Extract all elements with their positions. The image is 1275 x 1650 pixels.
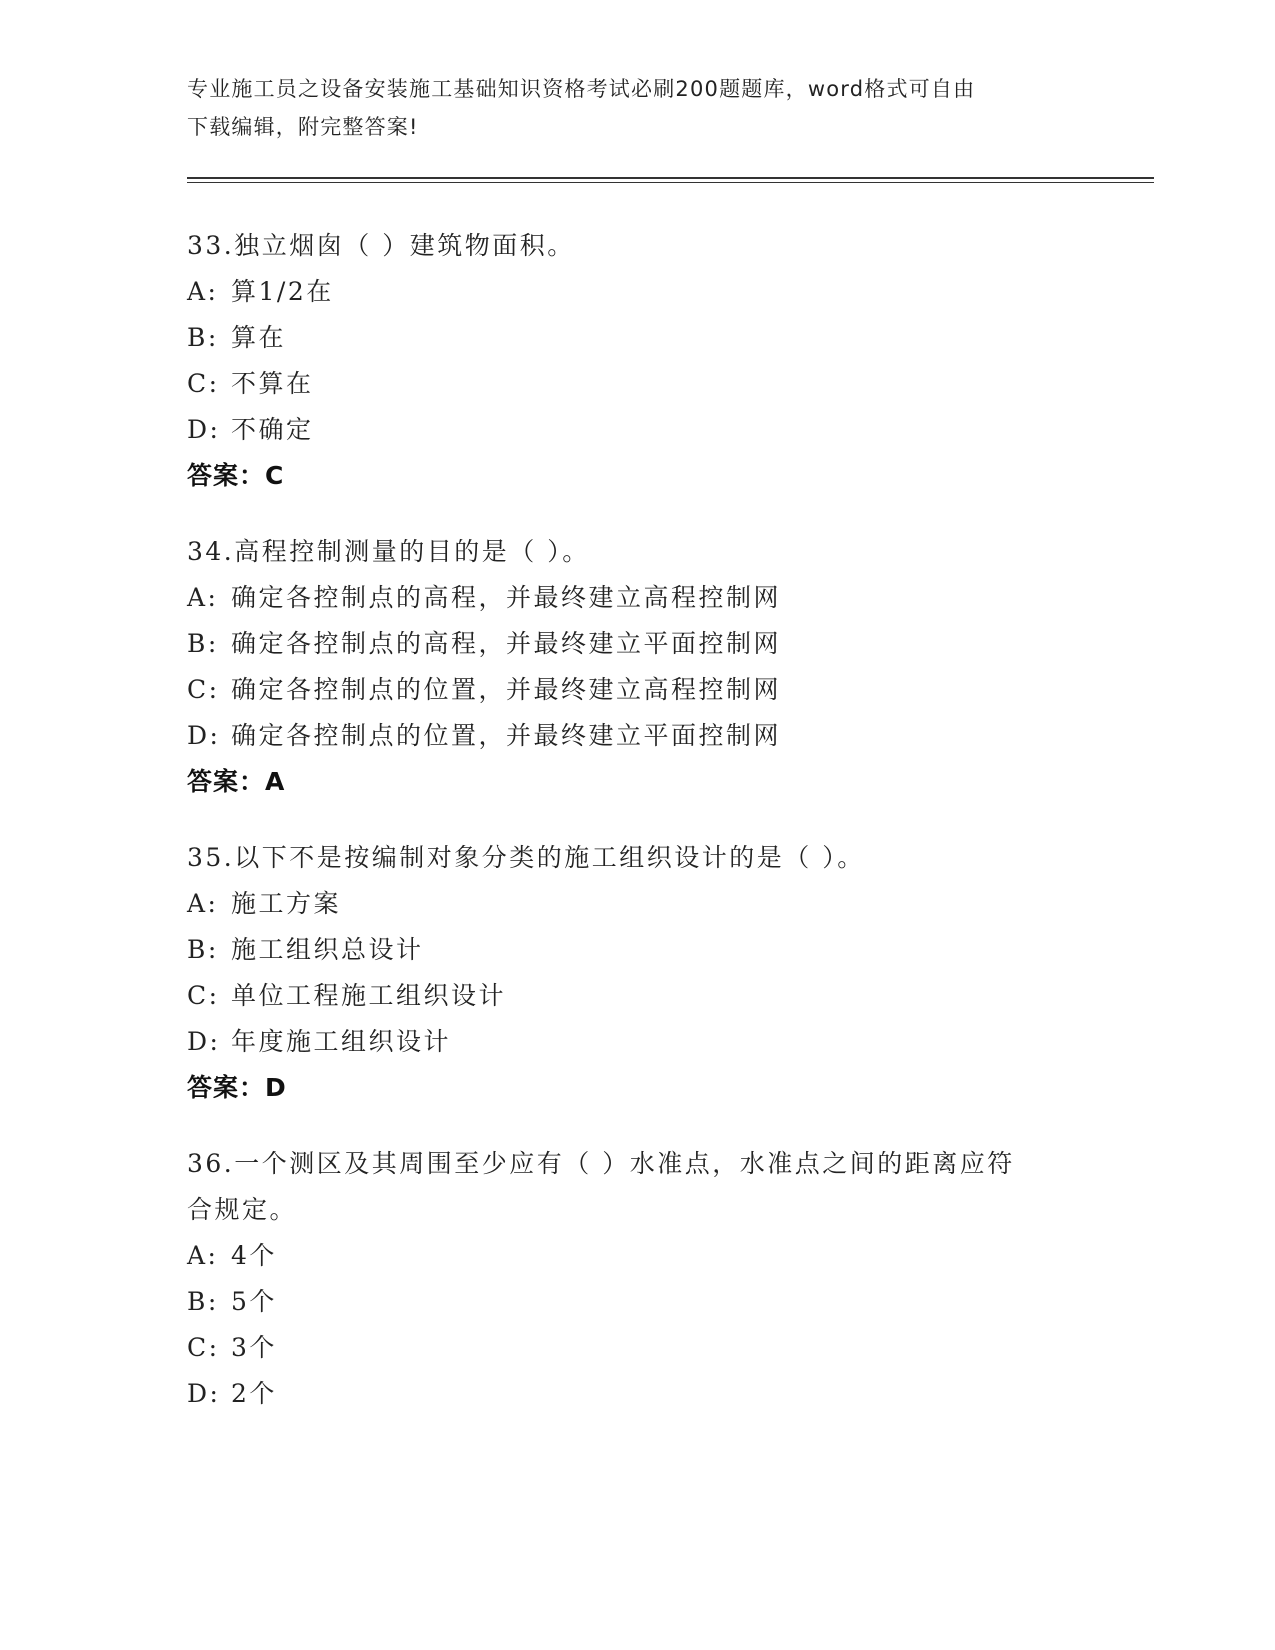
option-text: 单位工程施工组织设计 [231,981,507,1010]
option-a [187,575,1087,621]
option-text: 算在 [231,323,287,352]
header-title-line-2: 下载编辑，附完整答案! [187,115,419,139]
option-text: 确定各控制点的高程，并最终建立高程控制网 [231,583,782,612]
option-text: 确定各控制点的位置，并最终建立高程控制网 [231,675,782,704]
option-text: 算1/2在 [231,277,334,306]
option-b [187,1279,1087,1325]
option-a [187,881,1087,927]
option-text: 2个 [231,1379,277,1408]
option-letter: A: [187,889,219,918]
option-letter: A: [187,1241,219,1270]
option-text: 5个 [231,1287,277,1316]
option-letter: C: [187,675,220,704]
option-c [187,1325,1087,1371]
option-text: 施工组织总设计 [231,935,424,964]
option-text: 不确定 [231,415,314,444]
option-letter: B: [187,629,219,658]
question-stem-line-2: 合规定。 [187,1195,298,1224]
question-34 [187,529,1087,805]
question-stem: 35.以下不是按编制对象分类的施工组织设计的是（ ）。 [187,843,865,872]
answer-line: 答案：A [187,767,286,796]
option-text: 不算在 [231,369,314,398]
option-text: 年度施工组织设计 [231,1027,452,1056]
question-36 [187,1141,1087,1417]
option-letter: A: [187,583,219,612]
option-letter: C: [187,1333,220,1362]
option-text: 3个 [231,1333,277,1362]
option-text: 4个 [231,1241,277,1270]
question-stem: 33.独立烟囱（ ）建筑物面积。 [187,231,575,260]
option-c [187,973,1087,1019]
option-b [187,927,1087,973]
question-stem: 34.高程控制测量的目的是（ ）。 [187,537,590,566]
question-stem-line-1: 36.一个测区及其周围至少应有（ ）水准点，水准点之间的距离应符 [187,1149,1015,1178]
option-d [187,1371,1087,1417]
option-text: 确定各控制点的位置，并最终建立平面控制网 [231,721,782,750]
option-d [187,713,1087,759]
document-header [187,70,1067,146]
option-letter: B: [187,1287,219,1316]
option-letter: A: [187,277,219,306]
option-letter: C: [187,981,220,1010]
option-d [187,407,1087,453]
option-d [187,1019,1087,1065]
answer-line: 答案：C [187,461,285,490]
option-letter: C: [187,369,220,398]
answer-line: 答案：D [187,1073,287,1102]
option-b [187,315,1087,361]
option-c [187,361,1087,407]
option-a [187,269,1087,315]
option-letter: D: [187,721,221,750]
option-letter: B: [187,935,219,964]
option-letter: D: [187,1379,221,1408]
option-b [187,621,1087,667]
option-letter: D: [187,1027,221,1056]
header-divider [187,177,1154,183]
option-text: 确定各控制点的高程，并最终建立平面控制网 [231,629,782,658]
header-title-line-1: 专业施工员之设备安装施工基础知识资格考试必刷200题题库，word格式可自由 [187,77,976,101]
option-c [187,667,1087,713]
option-a [187,1233,1087,1279]
question-33 [187,223,1087,499]
option-letter: B: [187,323,219,352]
option-text: 施工方案 [231,889,342,918]
question-35 [187,835,1087,1111]
option-letter: D: [187,415,221,444]
